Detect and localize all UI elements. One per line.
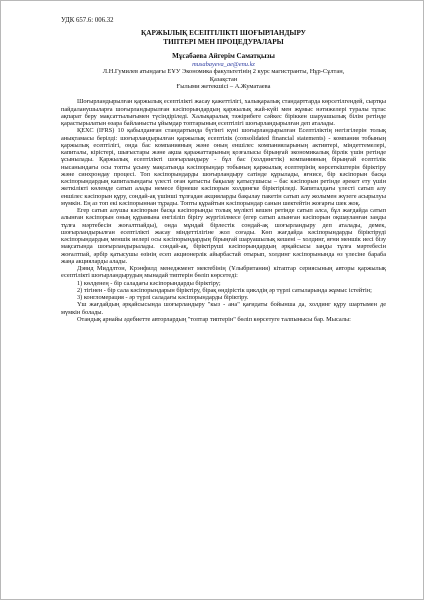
list-item-1: 1) көлденең - бір саладағы кәсіпорындарды біріктіру; <box>77 279 221 287</box>
article-title-line-1: ҚАРЖЫЛЫҚ ЕСЕПТІЛІКТІ ШОҒЫРЛАНДЫРУ <box>141 29 306 37</box>
closing-paragraph-1: Үш жағдайдың әрқайсысында шоғырландыру "кыз - ана" қағидаты бойынша да, холдинг құру шартымен де мүмкін болады. <box>61 301 386 316</box>
article-title <box>61 29 386 46</box>
document-body <box>61 17 386 323</box>
author-email-link[interactable]: musabayeva_ae@enu.kz <box>192 60 255 68</box>
body-paragraph-2: ҚЕХС (IFRS) 10 қабылданған стандартында бүгінгі күні шоғырландырылған Есептіліктің негізгілерін толық анықтамасы берілді: шоғырландырылған қаржылық есептілік (consolidated financial statements) - компания тобының қаржылық есептілігі, онда бас компанияның және оның еншілес компанияларының активтері, міндеттемелері, капиталы, кірістері, шығыстары және ақша қаражаттарының қозғалысы бірыңғай экономикалық бірлік үшін ретінде ұсынылады. Қаржылық есептілікті шоғырландыру - бұл бас (холдингтік) компанияның бірыңғай есептілік нысанындағы осы топты ұсыну мақсатында кәсіпорындар тобының қаржылық есептерінің көрсеткіштерін біріктіру және синхрондау процесі. Топ кәсіпорындарды шоғырландыру сатінде құрылады, яғнисе, бір кәсіпорын басқа кәсіпорындардың капиталындағы үлесті оған қатысты бақылау қатысушысы – бас кәсіпорын ретінде әрекет ету үшін жеткілікті көлемде сатып алады немесе бірнеше кәсіпорын холдингке біріктіріледі. Капиталдағы үлесті сатып алу еншілес кәсіпорын құру, сондай-ақ үшінші тұлғадан акцияларды бақылау пакетін сатып алу жолымен жүзеге асырылуы мүмкін. Ең аз топ екі кәсіпорыннан тұрады. Топты құрайтын кәсіпорындар санын шектейтін жоғарғы шек жоқ. <box>61 127 386 207</box>
affiliation-line-1: Л.Н.Гумилев атындағы ЕҰУ Экономика факультетінің 2 курс магистранты, Нұр-Сұлтан, <box>102 68 345 76</box>
article-title-line-2: ТИПТЕРІ МЕН ПРОЦЕДУРАЛАРЫ <box>163 37 284 46</box>
body-paragraph-1: Шоғырландырылған қаржылық есептілікті жасау қажеттілігі, халықаралық стандарттарда көрсетілгендей, сыртқы пайдаланушыларға шоғырландырылған кәсіпорындардың қаржылық жай-күйі мен жұмыс нәтижелері туралы тұтас ақпарат беру мақсаттылығымен түсіндіріледі. Халықаралық тәжірибеге сәйкес біріккен шаруашылық білім ретінде қарастырылатын өзара байланысты ұйымдар топтарының есептілігі шоғырландырылған деп аталады. <box>61 98 386 128</box>
udk-code: УДК 657.6: 006.32 <box>61 17 114 24</box>
affiliation-line-2: Қазақстан <box>209 75 238 83</box>
scientific-supervisor: Ғылыми жетекшісі – А.Жуматаева <box>176 83 271 90</box>
author-affiliation <box>61 68 386 83</box>
closing-paragraph-2: Отандық арнайы әдебиетте авторлардың "топтар типтерін" бөліп көрсетуге талпынысы бар. Мысалы: <box>77 315 351 323</box>
author-name: Мұсабаева Айгерім Саматқызы <box>172 52 275 61</box>
list-item-3: 3) конгломерация - әр түрлі саладағы кәсіпорындарды біріктіру. <box>77 294 249 302</box>
list-item-2: 2) тігінен - бір сала кәсіпорындарын біріктіру, бірақ өндірістік циклдің әр түрлі сатыларында жұмыс істейтін; <box>77 286 372 294</box>
body-paragraph-3: Егер сатып алушы кәсіпорын басқа кәсіпорынды толық мүлікті кешен ретінде сатып алса, бұл жағдайда сатып алынған кәсіпорын оның құрамына енгізіліп бірігу жүргізілмесе (егер сатып алынған кәсіпорын оқшауланған заңды тұлға мәртебесін жоғалтпайды), онда мұндай бірлестік сондай-ақ шоғырландыру деп аталады, демек, шоғырландырылған есептілікті жасау міндеттілігіне жол соғады. Көп жағдайда кәсіпорындарды біріктіруді кәсіпорындардың меншік иелері осы кәсіпорындардың бірыңғай шаруашылық кешені – холдинг, яғни меншік иесі бізу мақсатында шоғырландырылады. сондай-ақ, біріктірушi кәсіпорындардың әрқайсысы заңды тұлға мәртебесін жоғалтпай, әрбір қатысушы өзінің есеп акционерлік айырбастай отырып, холдинг кәсіпорынында өз үлесіне бараба жаңа акцияларды алады. <box>61 207 386 265</box>
body-paragraph-4: Дэвид Миддлтон, Крэнфилд менеджмент мектебінің (Ұлыбритания) кітаптар сериясының авторы қаржылық есептілікті шоғырландырудың мынадай типтерін бөліп көрсетеді: <box>61 265 386 280</box>
